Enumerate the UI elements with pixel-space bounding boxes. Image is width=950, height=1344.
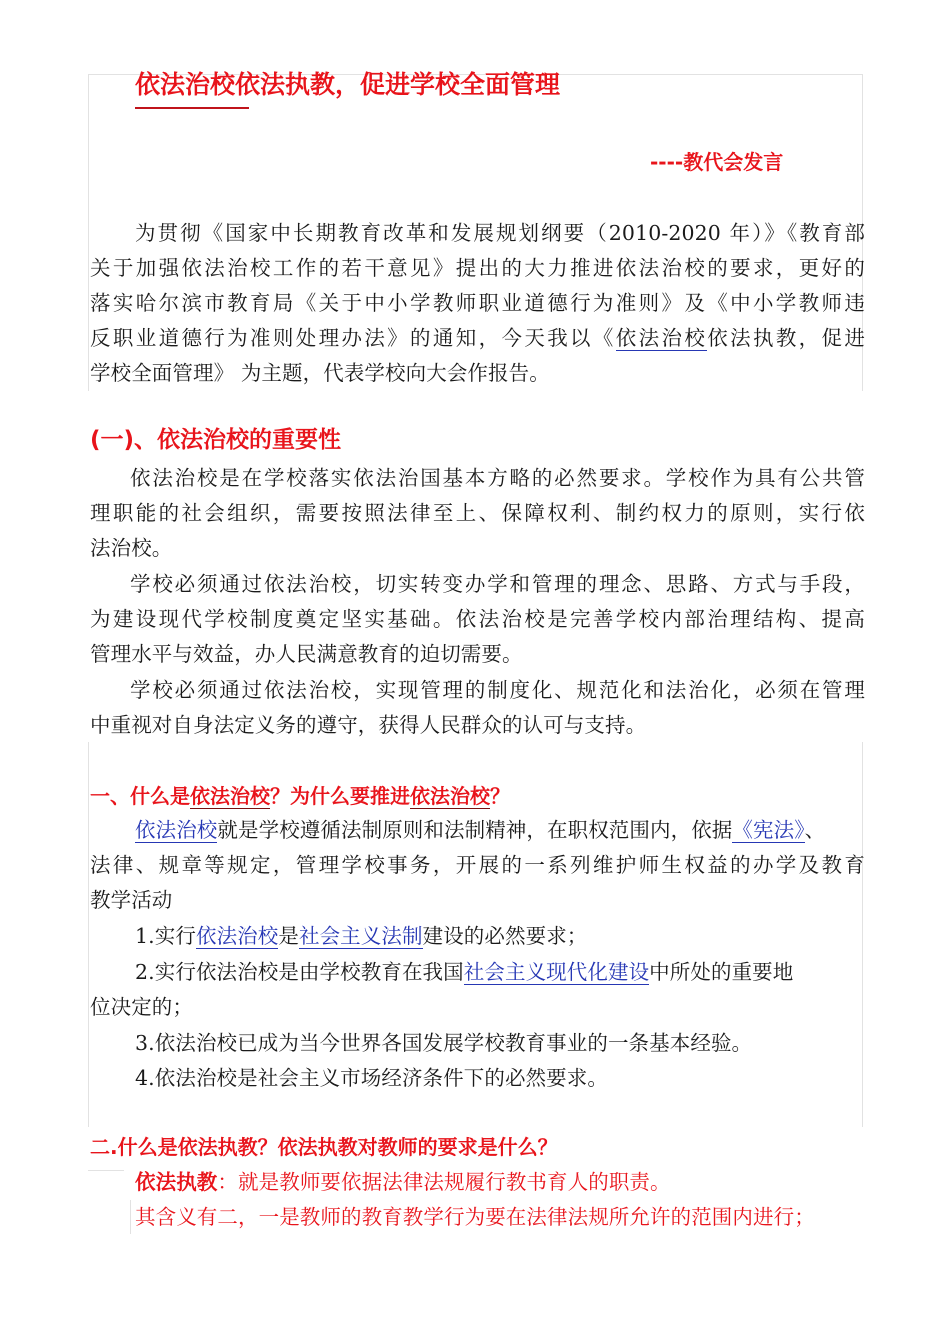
- link-socialist-modernization[interactable]: 社会主义现代化建设: [463, 960, 650, 984]
- s1-p1-line-3: 法治校。: [90, 536, 173, 560]
- s2-def-line-3: 教学活动: [90, 888, 173, 912]
- frame-mark-left: [130, 1200, 132, 1234]
- s1-p1-line-2: 理职能的社会组织，需要按照法律至上、保障权利、制约权力的原则，实行依: [90, 501, 865, 525]
- s1-p3-line-2: 中重视对自身法定义务的遵守，获得人民群众的认可与支持。: [90, 713, 647, 737]
- intro-line-3: 落实哈尔滨市教育局《关于中小学教师职业道德行为准则》及《中小学教师违: [90, 291, 865, 315]
- s2-item-2-cont: 位决定的；: [90, 995, 193, 1019]
- intro-line-4: 反职业道德行为准则处理办法》的通知，今天我以《依法治校依法执教，促进: [90, 326, 865, 350]
- s1-p1-line-1: 依法治校是在学校落实依法治国基本方略的必然要求。学校作为具有公共管: [130, 466, 865, 490]
- link-constitution[interactable]: 《宪法》: [732, 818, 805, 842]
- intro-line-1: 为贯彻《国家中长期教育改革和发展规划纲要（2010-2020 年）》《教育部: [135, 221, 865, 245]
- link-rule-of-law[interactable]: 依法治校: [135, 818, 218, 842]
- frame-mark: [88, 1170, 124, 1197]
- s2-item-3: 3.依法治校已成为当今世界各国发展学校教育事业的一条基本经验。: [135, 1031, 753, 1055]
- intro-line-2: 关于加强依法治校工作的若干意见》提出的大力推进依法治校的要求，更好的: [90, 256, 865, 280]
- s2-item-2: 2.实行依法治校是由学校教育在我国社会主义现代化建设中所处的重要地: [135, 960, 794, 984]
- s1-p2-line-3: 管理水平与效益，办人民满意教育的迫切需要。: [90, 642, 523, 666]
- title-underline: [135, 107, 249, 109]
- link-socialist-legal-system[interactable]: 社会主义法制: [298, 924, 423, 948]
- section2-heading: 一、什么是依法治校？为什么要推进依法治校？: [90, 784, 510, 808]
- s2-def-line-1: 依法治校就是学校遵循法制原则和法制精神，在职权范围内，依据《宪法》、: [135, 818, 826, 842]
- section1-heading: (一)、依法治校的重要性: [90, 427, 342, 453]
- s3-definition: 依法执教：就是教师要依据法律法规履行教书育人的职责。: [135, 1170, 671, 1194]
- intro-highlight: 依法治校: [615, 326, 708, 350]
- s3-meaning: 其含义有二，一是教师的教育教学行为要在法律法规所允许的范围内进行；: [135, 1205, 815, 1229]
- section3-heading: 二.什么是依法执教？依法执教对教师的要求是什么？: [90, 1135, 558, 1159]
- intro-line-5: 学校全面管理》 为主题，代表学校向大会作报告。: [90, 361, 550, 385]
- page-title: 依法治校依法执教，促进学校全面管理: [135, 70, 561, 99]
- s2-item-4: 4.依法治校是社会主义市场经济条件下的必然要求。: [135, 1066, 608, 1090]
- s2-def-line-2: 法律、规章等规定，管理学校事务，开展的一系列维护师生权益的办学及教育: [90, 853, 865, 877]
- s3-definition-label: 依法执教: [135, 1170, 218, 1194]
- s1-p2-line-1: 学校必须通过依法治校，切实转变办学和管理的理念、思路、方式与手段，: [130, 572, 865, 596]
- s1-p3-line-1: 学校必须通过依法治校，实现管理的制度化、规范化和法治化，必须在管理: [130, 678, 865, 702]
- speech-label: ----教代会发言: [650, 150, 784, 174]
- s2-item-1: 1.实行依法治校是社会主义法制建设的必然要求；: [135, 924, 588, 948]
- link-rule-of-law-2[interactable]: 依法治校: [195, 924, 279, 948]
- s1-p2-line-2: 为建设现代学校制度奠定坚实基础。依法治校是完善学校内部治理结构、提高: [90, 607, 865, 631]
